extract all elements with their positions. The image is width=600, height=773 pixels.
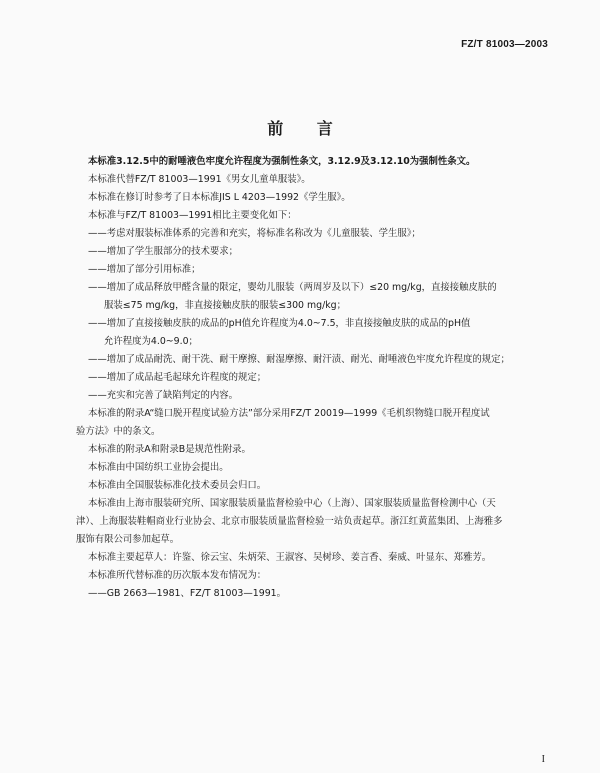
paragraph-annex-a-continuation: 验方法》中的条文。 xyxy=(76,426,161,437)
page-number: I xyxy=(541,754,545,765)
change-item: ——考虑对服装标准体系的完善和充实，将标准名称改为《儿童服装、学生服》； xyxy=(88,228,421,239)
change-item: ——增加了部分引用标准； xyxy=(88,264,201,275)
paragraph-drafted-by: 本标准由上海市服装研究所、国家服装质量监督检验中心（上海）、国家服装质量监督检测中心（天 xyxy=(88,498,496,509)
change-item: ——增加了直接接触皮肤的成品的pH值允许程度为4.0~7.5，非直接接触皮肤的成品的pH值 xyxy=(88,318,471,329)
paragraph-drafted-by-continuation: 服饰有限公司参加起草。 xyxy=(76,534,180,545)
change-item: ——增加了成品起毛起球允许程度的规定； xyxy=(88,372,267,383)
paragraph-history: ——GB 2663—1981、FZ/T 81003—1991。 xyxy=(88,588,287,599)
standard-code: FZ/T 81003—2003 xyxy=(461,39,548,50)
paragraph-mandatory-clauses: 本标准3.12.5中的耐唾液色牢度允许程度为强制性条文，3.12.9及3.12.10为强制性条文。 xyxy=(88,156,476,167)
paragraph-annexes: 本标准的附录A和附录B是规范性附录。 xyxy=(88,444,251,455)
paragraph-history-intro: 本标准所代替标准的历次版本发布情况为： xyxy=(88,570,267,581)
change-item-continuation: 服装≤75 mg/kg，非直接接触皮肤的服装≤300 mg/kg； xyxy=(104,300,346,311)
paragraph-reference: 本标准在修订时参考了日本标准JIS L 4203—1992《学生服》。 xyxy=(88,192,351,203)
paragraph-drafted-by-continuation: 津）、上海服装鞋帽商业行业协会、北京市服装质量监督检验一站负责起草。浙江红黄蓝集团、上海雅多 xyxy=(76,516,503,527)
paragraph-changes-intro: 本标准与FZ/T 81003—1991相比主要变化如下： xyxy=(88,210,297,221)
change-item: ——增加了成品释放甲醛含量的限定，婴幼儿服装（两周岁及以下）≤20 mg/kg，直接接触皮肤的 xyxy=(88,282,497,293)
page-title: 前 言 xyxy=(267,119,347,138)
foreword-body xyxy=(76,153,548,603)
change-item: ——增加了学生服部分的技术要求； xyxy=(88,246,239,257)
change-item: ——增加了成品耐洗、耐干洗、耐干摩擦、耐湿摩擦、耐汗渍、耐光、耐唾液色牢度允许程度的规定； xyxy=(88,354,510,365)
paragraph-drafters: 本标准主要起草人：许鉴、徐云宝、朱炳荣、王淑容、吴树珍、姜言香、秦威、叶显东、郑雅芳。 xyxy=(88,552,492,563)
change-item: ——充实和完善了缺陷判定的内容。 xyxy=(88,390,239,401)
paragraph-replaces: 本标准代替FZ/T 81003—1991《男女儿童单服装》。 xyxy=(88,174,311,185)
paragraph-proposed-by: 本标准由中国纺织工业协会提出。 xyxy=(88,462,229,473)
change-item-continuation: 允许程度为4.0~9.0； xyxy=(104,336,198,347)
paragraph-annex-a: 本标准的附录A“缝口脱开程度试验方法”部分采用FZ/T 20019—1999《毛机织物缝口脱开程度试 xyxy=(88,408,490,419)
paragraph-centralized-by: 本标准由全国服装标准化技术委员会归口。 xyxy=(88,480,267,491)
